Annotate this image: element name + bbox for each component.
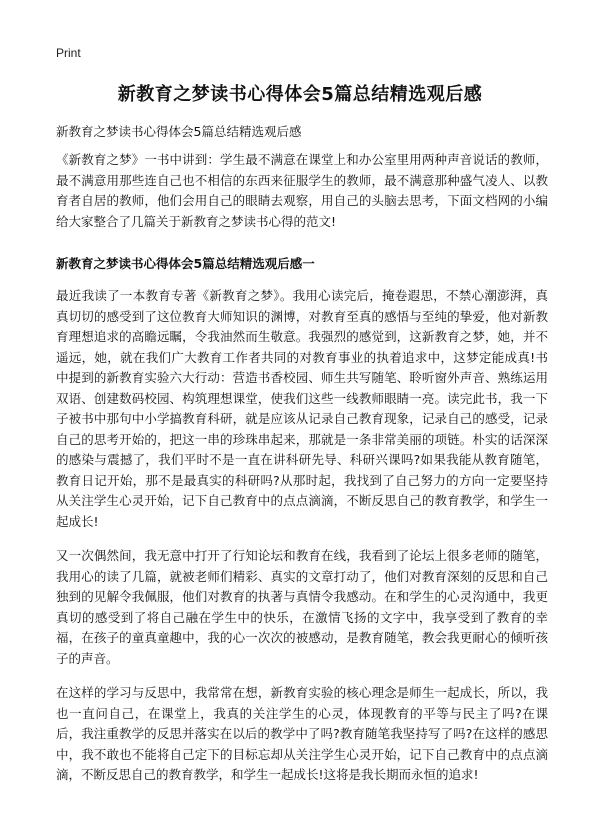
print-link[interactable]: Print <box>56 46 81 60</box>
body-paragraph-2: 又一次偶然间，我无意中打开了行知论坛和教育在线，我看到了论坛上很多老师的随笔，我用心的读了几篇，就被老师们精彩、真实的文章打动了，他们对教育深刻的反思和自己独到的见解令我佩服，他们对教育的执著与真情令我感动。在和学生的心灵沟通中，我更真切的感受到了将自己融在学生中的快乐，在激情飞扬的文字中，我享受到了教育的幸福，在孩子的童真童趣中，我的心一次次的被感动，是教育随笔，教会我更耐心的倾听孩子的声音。 <box>56 548 548 666</box>
body-paragraph-3: 在这样的学习与反思中，我常常在想，新教育实验的核心理念是师生一起成长，所以，我也一直问自己，在课堂上，我真的关注学生的心灵，体现教育的平等与民主了吗?在课后，我注重教学的反思并落实在以后的教学中了吗?教育随笔我坚持写了吗?在这样的感思中，我不敢也不能将自己定下的目标忘却从关注学生心灵开始，记下自己教育中的点点滴滴，不断反思自己的教育教学，和学生一起成长!这将是我长期而永恒的追求! <box>56 685 548 782</box>
document-body <box>56 150 548 800</box>
body-paragraph-1: 最近我读了一本教育专著《新教育之梦》。我用心读完后，掩卷遐思，不禁心潮澎湃，真真切切的感受到了这位教育大师知识的渊博，对教育至真的感悟与至纯的挚爱，他对新教育理想追求的高瞻远瞩，令我油然而生敬意。我强烈的感觉到，这新教育之梦，她，并不遥远，她，就在我们广大教育工作者共同的对教育事业的执着追求中，这梦定能成真!书中提到的新教育实验六大行动：营造书香校园、师生共写随笔、聆听窗外声音、熟练运用双语、创建数码校园、构筑理想课堂，使我们这些一线教师眼睛一亮。读完此书，我一下子被书中那句中小学搞教育科研，就是应该从记录自己教育现象，记录自己的感受，记录自己的思考开始的，把这一串的珍珠串起来，那就是一条非常美丽的项链。朴实的话深深的感染与震撼了，我们平时不是一直在讲科研先导、科研兴课吗?如果我能从教育随笔，教育日记开始，那不是最真实的科研吗?从那时起，我找到了自己努力的方向一定要坚持从关注学生心灵开始，记下自己教育中的点点滴滴，不断反思自己的教育教学，和学生一起成长! <box>56 288 548 529</box>
intro-paragraph: 《新教育之梦》一书中讲到：学生最不满意在课堂上和办公室里用两种声音说话的教师，最不满意用那些连自己也不相信的东西来征服学生的教师，最不满意那种盛气凌人、以教育者自居的教师，他们会用自己的眼睛去观察，用自己的头脑去思考，下面文档网的小编给大家整合了几篇关于新教育之梦读书心得的范文! <box>56 152 548 229</box>
document-title: 新教育之梦读书心得体会5篇总结精选观后感 <box>117 84 483 105</box>
document-subtitle: 新教育之梦读书心得体会5篇总结精选观后感 <box>56 124 302 139</box>
section-heading: 新教育之梦读书心得体会5篇总结精选观后感一 <box>56 256 315 271</box>
